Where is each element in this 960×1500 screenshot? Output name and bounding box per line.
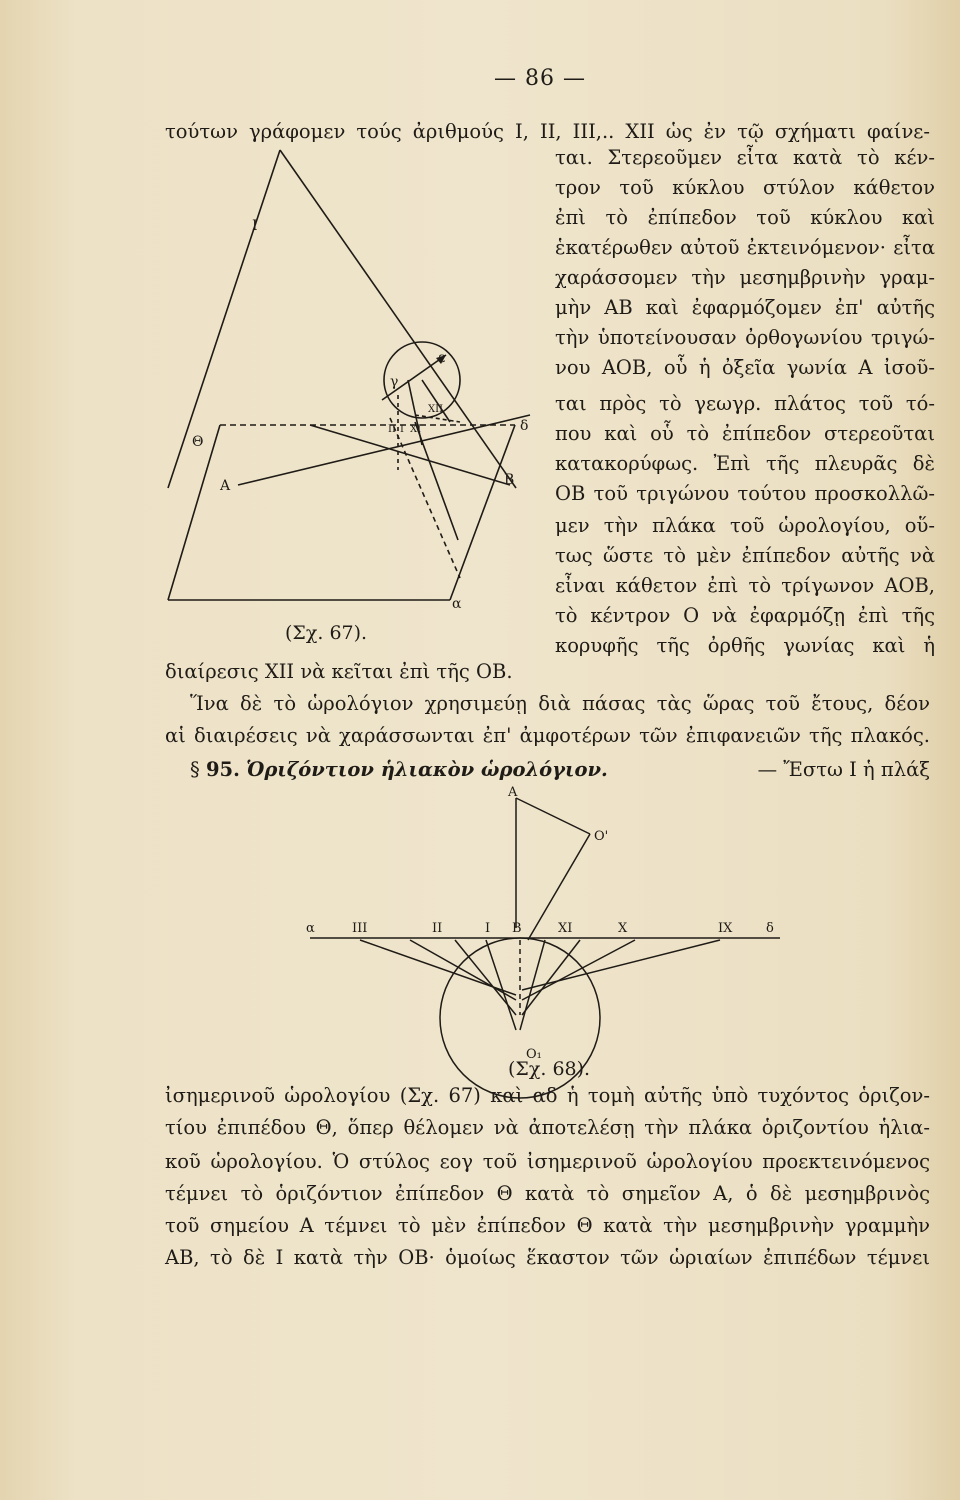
label-xii: ΧΙΙ xyxy=(428,404,444,415)
text-line-right: που καὶ οὗ τὸ ἐπίπεδον στερεοῦται xyxy=(555,422,935,445)
line-A-O-prime xyxy=(516,798,590,834)
text-line-right: ται. Στερεοῦμεν εἶτα κατὰ τὸ κέν- xyxy=(555,146,935,169)
label-beta: Β xyxy=(504,472,515,488)
label-alpha-bottom: α xyxy=(452,596,462,612)
label-delta: δ xyxy=(520,418,529,434)
text-line-right: ται πρὸς τὸ γεωγρ. πλάτος τοῦ τό- xyxy=(555,392,935,415)
text-line-right: ΟΒ τοῦ τριγώνου τούτου προσκολλῶ- xyxy=(555,482,935,505)
section-heading xyxy=(190,758,608,782)
axis-label: ΙΧ xyxy=(718,921,733,936)
text-line-right: μεν τὴν πλάκα τοῦ ὡρολογίου, οὕ- xyxy=(555,514,935,537)
text-line-right: χαράσσομεν τὴν μεσημβρινὴν γραμ- xyxy=(555,266,935,289)
text-line-right: τὴν ὑποτείνουσαν ὀρθογωνίου τριγώ- xyxy=(555,326,935,349)
text-line-mid: αἱ διαιρέσεις νὰ χαράσσωνται ἐπ' ἀμφοτέρων τῶν ἐπιφανειῶν τῆς πλακός. xyxy=(165,724,930,747)
axis-label: Β xyxy=(512,921,522,936)
label-theta: Θ xyxy=(192,434,204,450)
axis-label: δ xyxy=(766,921,774,936)
section-rest: — Ἔστω Ι ἡ πλάξ xyxy=(757,758,930,781)
axis-label: ΧΙ xyxy=(558,921,573,936)
radial-line xyxy=(408,380,422,445)
axis-label: ΙΙΙ xyxy=(352,921,368,936)
text-line-right: νου ΑΟΒ, οὗ ἡ ὀξεῖα γωνία Α ἰσοῦ- xyxy=(555,356,935,379)
text-line-bottom: ΑΒ, τὸ δὲ Ι κατὰ τὴν ΟΒ· ὁμοίως ἕκαστον τῶν ὡριαίων ἐπιπέδων τέμνει xyxy=(165,1246,930,1269)
plane-right-edge xyxy=(450,425,515,600)
text-line-division: διαίρεσις ΧΙΙ νὰ κεῖται ἐπὶ τῆς ΟΒ. xyxy=(165,660,513,683)
page-number: — 86 — xyxy=(494,66,586,91)
label-gamma: γ xyxy=(390,374,399,390)
text-line-right: τως ὥστε τὸ μὲν ἐπίπεδον αὐτῆς νὰ xyxy=(555,544,935,567)
label-O1: Ο₁ xyxy=(526,1047,542,1062)
axis-label: α xyxy=(306,921,315,936)
text-line-bottom: κοῦ ὡρολογίου. Ὁ στύλος εογ τοῦ ἰσημερινοῦ ὡρολογίου προεκτεινόμενος xyxy=(165,1150,930,1173)
text-line-bottom: τίου ἐπιπέδου Θ, ὅπερ θέλομεν νὰ ἀποτελέσῃ τὴν πλάκα ὁριζοντίου ἡλια- xyxy=(165,1116,930,1139)
axis-label: ΙΙ xyxy=(432,921,443,936)
text-line-right: κορυφῆς τῆς ὀρθῆς γωνίας καὶ ἡ xyxy=(555,634,935,657)
text-line-mid: Ἵνα δὲ τὸ ὡρολόγιον χρησιμεύῃ διὰ πάσας τὰς ὥρας τοῦ ἔτους, δέον xyxy=(190,692,930,715)
label-xi: ΧΙ xyxy=(410,424,422,435)
triangle-left-edge xyxy=(168,150,280,488)
label-ii: ΙΙ xyxy=(388,424,396,435)
figure-68-caption: (Σχ. 68). xyxy=(508,1058,591,1080)
label-I: Ι xyxy=(252,218,258,234)
axis-label: Ι xyxy=(485,921,491,936)
text-line-right: ἐπὶ τὸ ἐπίπεδον τοῦ κύκλου καὶ xyxy=(555,206,935,229)
label-O-prime: Ο' xyxy=(594,829,609,844)
label-alpha-left: Α xyxy=(220,478,231,494)
label-epsilon: ε xyxy=(438,350,446,366)
section-number: 95. xyxy=(205,758,240,781)
section-mark: § xyxy=(190,758,200,781)
text-line-bottom: ἰσημερινοῦ ὡρολογίου (Σχ. 67) καὶ αδ ἡ τομὴ αὐτῆς ὑπὸ τυχόντος ὁριζον- xyxy=(165,1084,930,1107)
plane-left-edge xyxy=(168,425,220,600)
text-line-right: τρον τοῦ κύκλου στύλον κάθετον xyxy=(555,176,935,199)
text-line-bottom: τοῦ σημείου Α τέμνει τὸ μὲν ἐπίπεδον Θ κατὰ τὴν μεσημβρινὴν γραμμὴν xyxy=(165,1214,930,1237)
text-line-right: τὸ κέντρον Ο νὰ ἐφαρμόζῃ ἐπὶ τῆς xyxy=(555,604,935,627)
section-title: Ὁριζόντιον ἡλιακὸν ὡρολόγιον. xyxy=(246,758,608,781)
text-line-top: τούτων γράφομεν τούς ἀριθμούς Ι, ΙΙ, ΙΙΙ,.. ΧΙΙ ὡς ἐν τῷ σχήματι φαίνε- xyxy=(165,120,930,143)
text-line-right: κατακορύφως. Ἐπὶ τῆς πλευρᾶς δὲ xyxy=(555,452,935,475)
label-i: Ι xyxy=(400,424,404,435)
text-line-bottom: τέμνει τὸ ὁριζόντιον ἐπίπεδον Θ κατὰ τὸ σημεῖον Α, ὁ δὲ μεσημβρινὸς xyxy=(165,1182,930,1205)
figure-67-caption: (Σχ. 67). xyxy=(285,622,368,644)
style-line-dashed xyxy=(390,418,460,578)
figure-68-diagram xyxy=(290,785,810,1062)
text-line-right: μὴν ΑΒ καὶ ἐφαρμόζομεν ἐπ' αὐτῆς xyxy=(555,296,935,319)
label-A: Α xyxy=(508,785,518,800)
axis-label: Χ xyxy=(618,921,628,936)
section-heading-line xyxy=(190,758,930,782)
text-line-right: εἶναι κάθετον ἐπὶ τὸ τρίγωνον ΑΟΒ, xyxy=(555,574,935,597)
figure-67-diagram xyxy=(160,140,560,620)
text-line-right: ἑκατέρωθεν αὐτοῦ ἐκτεινόμενον· εἶτα xyxy=(555,236,935,259)
hour-line xyxy=(522,940,635,1000)
